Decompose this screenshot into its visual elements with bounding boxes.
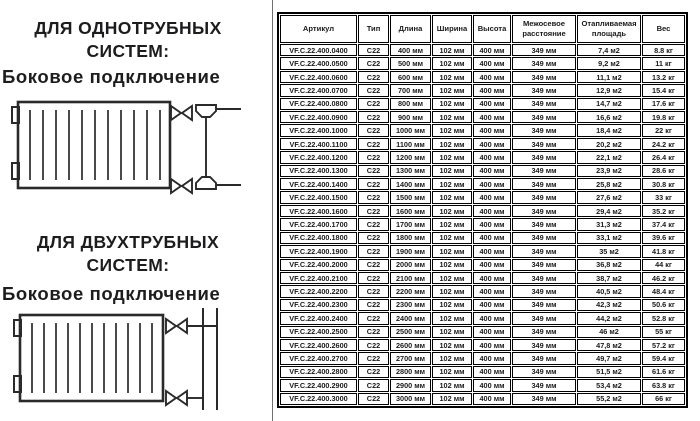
cell-width: 102 мм <box>432 285 472 297</box>
table-row <box>280 57 685 69</box>
cell-axial-distance: 349 мм <box>512 272 576 284</box>
cell-heated-area: 14,7 м2 <box>577 98 641 110</box>
cell-article: VF.C.22.400.0500 <box>280 57 357 69</box>
col-header-type: Тип <box>358 15 389 43</box>
cell-type: C22 <box>358 98 389 110</box>
cell-article: VF.C.22.400.1800 <box>280 232 357 244</box>
cell-width: 102 мм <box>432 111 472 123</box>
cell-height: 400 мм <box>473 352 511 364</box>
cell-length: 2200 мм <box>390 285 431 297</box>
cell-height: 400 мм <box>473 393 511 405</box>
cell-height: 400 мм <box>473 138 511 150</box>
cell-article: VF.C.22.400.1100 <box>280 138 357 150</box>
cell-length: 1800 мм <box>390 232 431 244</box>
table-row <box>280 44 685 56</box>
cell-height: 400 мм <box>473 98 511 110</box>
radiator-fins <box>30 110 160 180</box>
cell-type: C22 <box>358 165 389 177</box>
cell-length: 2600 мм <box>390 339 431 351</box>
two-pipe-title: ДЛЯ ДВУХТРУБНЫХ СИСТЕМ: <box>36 232 220 276</box>
cell-article: VF.C.22.400.0400 <box>280 44 357 56</box>
cell-heated-area: 49,7 м2 <box>577 352 641 364</box>
cell-weight: 59.4 кг <box>642 352 685 364</box>
cell-length: 1400 мм <box>390 178 431 190</box>
cell-height: 400 мм <box>473 326 511 338</box>
cell-heated-area: 46 м2 <box>577 326 641 338</box>
cell-axial-distance: 349 мм <box>512 339 576 351</box>
cell-width: 102 мм <box>432 299 472 311</box>
cell-heated-area: 55,2 м2 <box>577 393 641 405</box>
cell-heated-area: 51,5 м2 <box>577 366 641 378</box>
cell-height: 400 мм <box>473 232 511 244</box>
cell-type: C22 <box>358 151 389 163</box>
cell-length: 1000 мм <box>390 124 431 136</box>
cell-weight: 52.8 кг <box>642 312 685 324</box>
cell-width: 102 мм <box>432 44 472 56</box>
cell-weight: 46.2 кг <box>642 272 685 284</box>
header-row <box>280 15 685 43</box>
cell-width: 102 мм <box>432 124 472 136</box>
cell-length: 2800 мм <box>390 366 431 378</box>
cell-width: 102 мм <box>432 259 472 271</box>
cell-weight: 41.8 кг <box>642 245 685 257</box>
cell-article: VF.C.22.400.2600 <box>280 339 357 351</box>
table-row <box>280 165 685 177</box>
cell-height: 400 мм <box>473 71 511 83</box>
cell-axial-distance: 349 мм <box>512 151 576 163</box>
cell-length: 700 мм <box>390 84 431 96</box>
cell-article: VF.C.22.400.1300 <box>280 165 357 177</box>
cell-weight: 66 кг <box>642 393 685 405</box>
cell-width: 102 мм <box>432 352 472 364</box>
cell-type: C22 <box>358 285 389 297</box>
cell-width: 102 мм <box>432 218 472 230</box>
cell-type: C22 <box>358 44 389 56</box>
table-row <box>280 138 685 150</box>
cell-axial-distance: 349 мм <box>512 245 576 257</box>
cell-weight: 17.6 кг <box>642 98 685 110</box>
table-row <box>280 299 685 311</box>
cell-weight: 11 кг <box>642 57 685 69</box>
cell-weight: 8.8 кг <box>642 44 685 56</box>
cell-type: C22 <box>358 312 389 324</box>
cell-type: C22 <box>358 366 389 378</box>
table-row <box>280 84 685 96</box>
table-row <box>280 191 685 203</box>
cell-height: 400 мм <box>473 57 511 69</box>
cell-length: 800 мм <box>390 98 431 110</box>
cell-width: 102 мм <box>432 98 472 110</box>
cell-heated-area: 33,1 м2 <box>577 232 641 244</box>
single-pipe-subtitle: Боковое подключение <box>2 66 221 87</box>
col-header-article: Артикул <box>280 15 357 43</box>
cell-axial-distance: 349 мм <box>512 111 576 123</box>
table-row <box>280 124 685 136</box>
cell-heated-area: 40,5 м2 <box>577 285 641 297</box>
cell-heated-area: 9,2 м2 <box>577 57 641 69</box>
cell-weight: 48.4 кг <box>642 285 685 297</box>
cell-article: VF.C.22.400.1700 <box>280 218 357 230</box>
cell-weight: 28.6 кг <box>642 165 685 177</box>
cell-article: VF.C.22.400.1000 <box>280 124 357 136</box>
cell-heated-area: 20,2 м2 <box>577 138 641 150</box>
cell-height: 400 мм <box>473 151 511 163</box>
single-pipe-radiator-diagram <box>5 94 245 201</box>
cell-width: 102 мм <box>432 366 472 378</box>
cell-length: 900 мм <box>390 111 431 123</box>
cell-type: C22 <box>358 326 389 338</box>
cell-heated-area: 22,1 м2 <box>577 151 641 163</box>
cell-height: 400 мм <box>473 245 511 257</box>
cell-width: 102 мм <box>432 151 472 163</box>
cell-height: 400 мм <box>473 259 511 271</box>
cell-axial-distance: 349 мм <box>512 352 576 364</box>
cell-heated-area: 27,6 м2 <box>577 191 641 203</box>
two-pipe-radiator-diagram <box>5 306 245 416</box>
cell-article: VF.C.22.400.2400 <box>280 312 357 324</box>
cell-article: VF.C.22.400.2300 <box>280 299 357 311</box>
cell-length: 2100 мм <box>390 272 431 284</box>
cell-width: 102 мм <box>432 339 472 351</box>
cell-axial-distance: 349 мм <box>512 98 576 110</box>
table-row <box>280 151 685 163</box>
two-pipe-subtitle: Боковое подключение <box>2 283 221 304</box>
cell-axial-distance: 349 мм <box>512 326 576 338</box>
table-row <box>280 339 685 351</box>
cell-axial-distance: 349 мм <box>512 165 576 177</box>
cell-type: C22 <box>358 111 389 123</box>
cell-weight: 33 кг <box>642 191 685 203</box>
cell-height: 400 мм <box>473 178 511 190</box>
cell-axial-distance: 349 мм <box>512 299 576 311</box>
cell-width: 102 мм <box>432 165 472 177</box>
cell-article: VF.C.22.400.0900 <box>280 111 357 123</box>
cell-weight: 55 кг <box>642 326 685 338</box>
cell-weight: 24.2 кг <box>642 138 685 150</box>
cell-weight: 35.2 кг <box>642 205 685 217</box>
table-row <box>280 312 685 324</box>
cell-length: 2400 мм <box>390 312 431 324</box>
cell-type: C22 <box>358 178 389 190</box>
cell-height: 400 мм <box>473 285 511 297</box>
table-row <box>280 352 685 364</box>
cell-height: 400 мм <box>473 205 511 217</box>
fitting-icon <box>196 105 216 117</box>
cell-height: 400 мм <box>473 339 511 351</box>
table-row <box>280 71 685 83</box>
cell-type: C22 <box>358 205 389 217</box>
cell-length: 2700 мм <box>390 352 431 364</box>
cell-axial-distance: 349 мм <box>512 366 576 378</box>
table-row <box>280 98 685 110</box>
radiator-fins <box>32 323 152 393</box>
cell-article: VF.C.22.400.2700 <box>280 352 357 364</box>
cell-article: VF.C.22.400.0800 <box>280 98 357 110</box>
table-row <box>280 366 685 378</box>
table-row <box>280 379 685 391</box>
cell-width: 102 мм <box>432 312 472 324</box>
cell-length: 2000 мм <box>390 259 431 271</box>
cell-weight: 26.4 кг <box>642 151 685 163</box>
cell-height: 400 мм <box>473 379 511 391</box>
cell-width: 102 мм <box>432 205 472 217</box>
cell-heated-area: 18,4 м2 <box>577 124 641 136</box>
cell-article: VF.C.22.400.1200 <box>280 151 357 163</box>
cell-length: 1200 мм <box>390 151 431 163</box>
cell-length: 1900 мм <box>390 245 431 257</box>
cell-weight: 57.2 кг <box>642 339 685 351</box>
cell-heated-area: 23,9 м2 <box>577 165 641 177</box>
table-row <box>280 285 685 297</box>
cell-heated-area: 35 м2 <box>577 245 641 257</box>
cell-weight: 30.8 кг <box>642 178 685 190</box>
cell-axial-distance: 349 мм <box>512 259 576 271</box>
cell-axial-distance: 349 мм <box>512 312 576 324</box>
cell-axial-distance: 349 мм <box>512 84 576 96</box>
cell-type: C22 <box>358 259 389 271</box>
cell-type: C22 <box>358 124 389 136</box>
spec-table-body <box>280 44 685 405</box>
single-pipe-title: ДЛЯ ОДНОТРУБНЫХ СИСТЕМ: <box>34 18 222 62</box>
cell-type: C22 <box>358 218 389 230</box>
cell-width: 102 мм <box>432 191 472 203</box>
table-row <box>280 259 685 271</box>
cell-article: VF.C.22.400.2100 <box>280 272 357 284</box>
cell-heated-area: 31,3 м2 <box>577 218 641 230</box>
cell-length: 1700 мм <box>390 218 431 230</box>
cell-axial-distance: 349 мм <box>512 379 576 391</box>
cell-width: 102 мм <box>432 326 472 338</box>
cell-length: 3000 мм <box>390 393 431 405</box>
cell-heated-area: 16,6 м2 <box>577 111 641 123</box>
cell-article: VF.C.22.400.2800 <box>280 366 357 378</box>
cell-weight: 15.4 кг <box>642 84 685 96</box>
cell-length: 1100 мм <box>390 138 431 150</box>
cell-article: VF.C.22.400.2000 <box>280 259 357 271</box>
cell-length: 500 мм <box>390 57 431 69</box>
cell-height: 400 мм <box>473 191 511 203</box>
cell-article: VF.C.22.400.0700 <box>280 84 357 96</box>
cell-article: VF.C.22.400.1900 <box>280 245 357 257</box>
valve-icon <box>171 179 192 193</box>
cell-axial-distance: 349 мм <box>512 71 576 83</box>
cell-length: 2300 мм <box>390 299 431 311</box>
cell-width: 102 мм <box>432 57 472 69</box>
cell-width: 102 мм <box>432 379 472 391</box>
cell-article: VF.C.22.400.1400 <box>280 178 357 190</box>
cell-width: 102 мм <box>432 84 472 96</box>
cell-height: 400 мм <box>473 124 511 136</box>
cell-width: 102 мм <box>432 245 472 257</box>
table-row <box>280 232 685 244</box>
cell-type: C22 <box>358 379 389 391</box>
cell-height: 400 мм <box>473 165 511 177</box>
cell-type: C22 <box>358 138 389 150</box>
cell-article: VF.C.22.400.2900 <box>280 379 357 391</box>
cell-height: 400 мм <box>473 218 511 230</box>
cell-weight: 19.8 кг <box>642 111 685 123</box>
cell-width: 102 мм <box>432 71 472 83</box>
cell-length: 2900 мм <box>390 379 431 391</box>
cell-article: VF.C.22.400.2200 <box>280 285 357 297</box>
table-row <box>280 272 685 284</box>
cell-weight: 44 кг <box>642 259 685 271</box>
cell-heated-area: 12,9 м2 <box>577 84 641 96</box>
cell-length: 1600 мм <box>390 205 431 217</box>
cell-width: 102 мм <box>432 138 472 150</box>
cell-axial-distance: 349 мм <box>512 205 576 217</box>
cell-type: C22 <box>358 299 389 311</box>
cell-height: 400 мм <box>473 111 511 123</box>
cell-heated-area: 38,7 м2 <box>577 272 641 284</box>
table-row <box>280 326 685 338</box>
cell-heated-area: 53,4 м2 <box>577 379 641 391</box>
cell-heated-area: 25,8 м2 <box>577 178 641 190</box>
cell-axial-distance: 349 мм <box>512 124 576 136</box>
cell-type: C22 <box>358 245 389 257</box>
fitting-icon <box>196 177 216 189</box>
cell-length: 1500 мм <box>390 191 431 203</box>
cell-axial-distance: 349 мм <box>512 232 576 244</box>
cell-height: 400 мм <box>473 272 511 284</box>
panel-divider <box>272 0 273 421</box>
cell-weight: 61.6 кг <box>642 366 685 378</box>
cell-axial-distance: 349 мм <box>512 44 576 56</box>
cell-axial-distance: 349 мм <box>512 178 576 190</box>
cell-type: C22 <box>358 352 389 364</box>
cell-article: VF.C.22.400.0600 <box>280 71 357 83</box>
table-row <box>280 111 685 123</box>
cell-length: 2500 мм <box>390 326 431 338</box>
cell-height: 400 мм <box>473 366 511 378</box>
cell-weight: 63.8 кг <box>642 379 685 391</box>
cell-article: VF.C.22.400.3000 <box>280 393 357 405</box>
spec-table-header <box>280 15 685 43</box>
cell-heated-area: 42,3 м2 <box>577 299 641 311</box>
cell-heated-area: 7,4 м2 <box>577 44 641 56</box>
table-row <box>280 178 685 190</box>
col-header-length: Длина <box>390 15 431 43</box>
cell-type: C22 <box>358 272 389 284</box>
cell-weight: 22 кг <box>642 124 685 136</box>
table-row <box>280 218 685 230</box>
cell-type: C22 <box>358 71 389 83</box>
cell-type: C22 <box>358 232 389 244</box>
cell-height: 400 мм <box>473 44 511 56</box>
cell-axial-distance: 349 мм <box>512 393 576 405</box>
col-header-weight: Вес <box>642 15 685 43</box>
cell-axial-distance: 349 мм <box>512 57 576 69</box>
table-row <box>280 245 685 257</box>
cell-heated-area: 47,8 м2 <box>577 339 641 351</box>
cell-weight: 13.2 кг <box>642 71 685 83</box>
cell-heated-area: 36,8 м2 <box>577 259 641 271</box>
table-row <box>280 393 685 405</box>
cell-width: 102 мм <box>432 178 472 190</box>
cell-height: 400 мм <box>473 299 511 311</box>
cell-weight: 50.6 кг <box>642 299 685 311</box>
cell-axial-distance: 349 мм <box>512 285 576 297</box>
cell-heated-area: 11,1 м2 <box>577 71 641 83</box>
col-header-heated-area: Отапливаемая площадь <box>577 15 641 43</box>
cell-length: 600 мм <box>390 71 431 83</box>
cell-axial-distance: 349 мм <box>512 191 576 203</box>
cell-height: 400 мм <box>473 312 511 324</box>
cell-length: 1300 мм <box>390 165 431 177</box>
cell-type: C22 <box>358 57 389 69</box>
valve-icon <box>166 319 187 333</box>
cell-type: C22 <box>358 393 389 405</box>
valve-icon <box>166 391 187 405</box>
table-row <box>280 205 685 217</box>
col-header-width: Ширина <box>432 15 472 43</box>
cell-weight: 37.4 кг <box>642 218 685 230</box>
col-header-axial-distance: Межосевое расстояние <box>512 15 576 43</box>
cell-length: 400 мм <box>390 44 431 56</box>
cell-height: 400 мм <box>473 84 511 96</box>
cell-weight: 39.6 кг <box>642 232 685 244</box>
cell-article: VF.C.22.400.1600 <box>280 205 357 217</box>
cell-axial-distance: 349 мм <box>512 138 576 150</box>
cell-width: 102 мм <box>432 232 472 244</box>
cell-width: 102 мм <box>432 393 472 405</box>
cell-article: VF.C.22.400.2500 <box>280 326 357 338</box>
cell-width: 102 мм <box>432 272 472 284</box>
cell-type: C22 <box>358 84 389 96</box>
cell-article: VF.C.22.400.1500 <box>280 191 357 203</box>
valve-icon <box>171 106 192 120</box>
col-header-height: Высота <box>473 15 511 43</box>
cell-type: C22 <box>358 339 389 351</box>
cell-heated-area: 44,2 м2 <box>577 312 641 324</box>
cell-heated-area: 29,4 м2 <box>577 205 641 217</box>
connection-schemes-panel <box>0 0 272 421</box>
cell-axial-distance: 349 мм <box>512 218 576 230</box>
spec-table <box>277 12 688 408</box>
cell-type: C22 <box>358 191 389 203</box>
